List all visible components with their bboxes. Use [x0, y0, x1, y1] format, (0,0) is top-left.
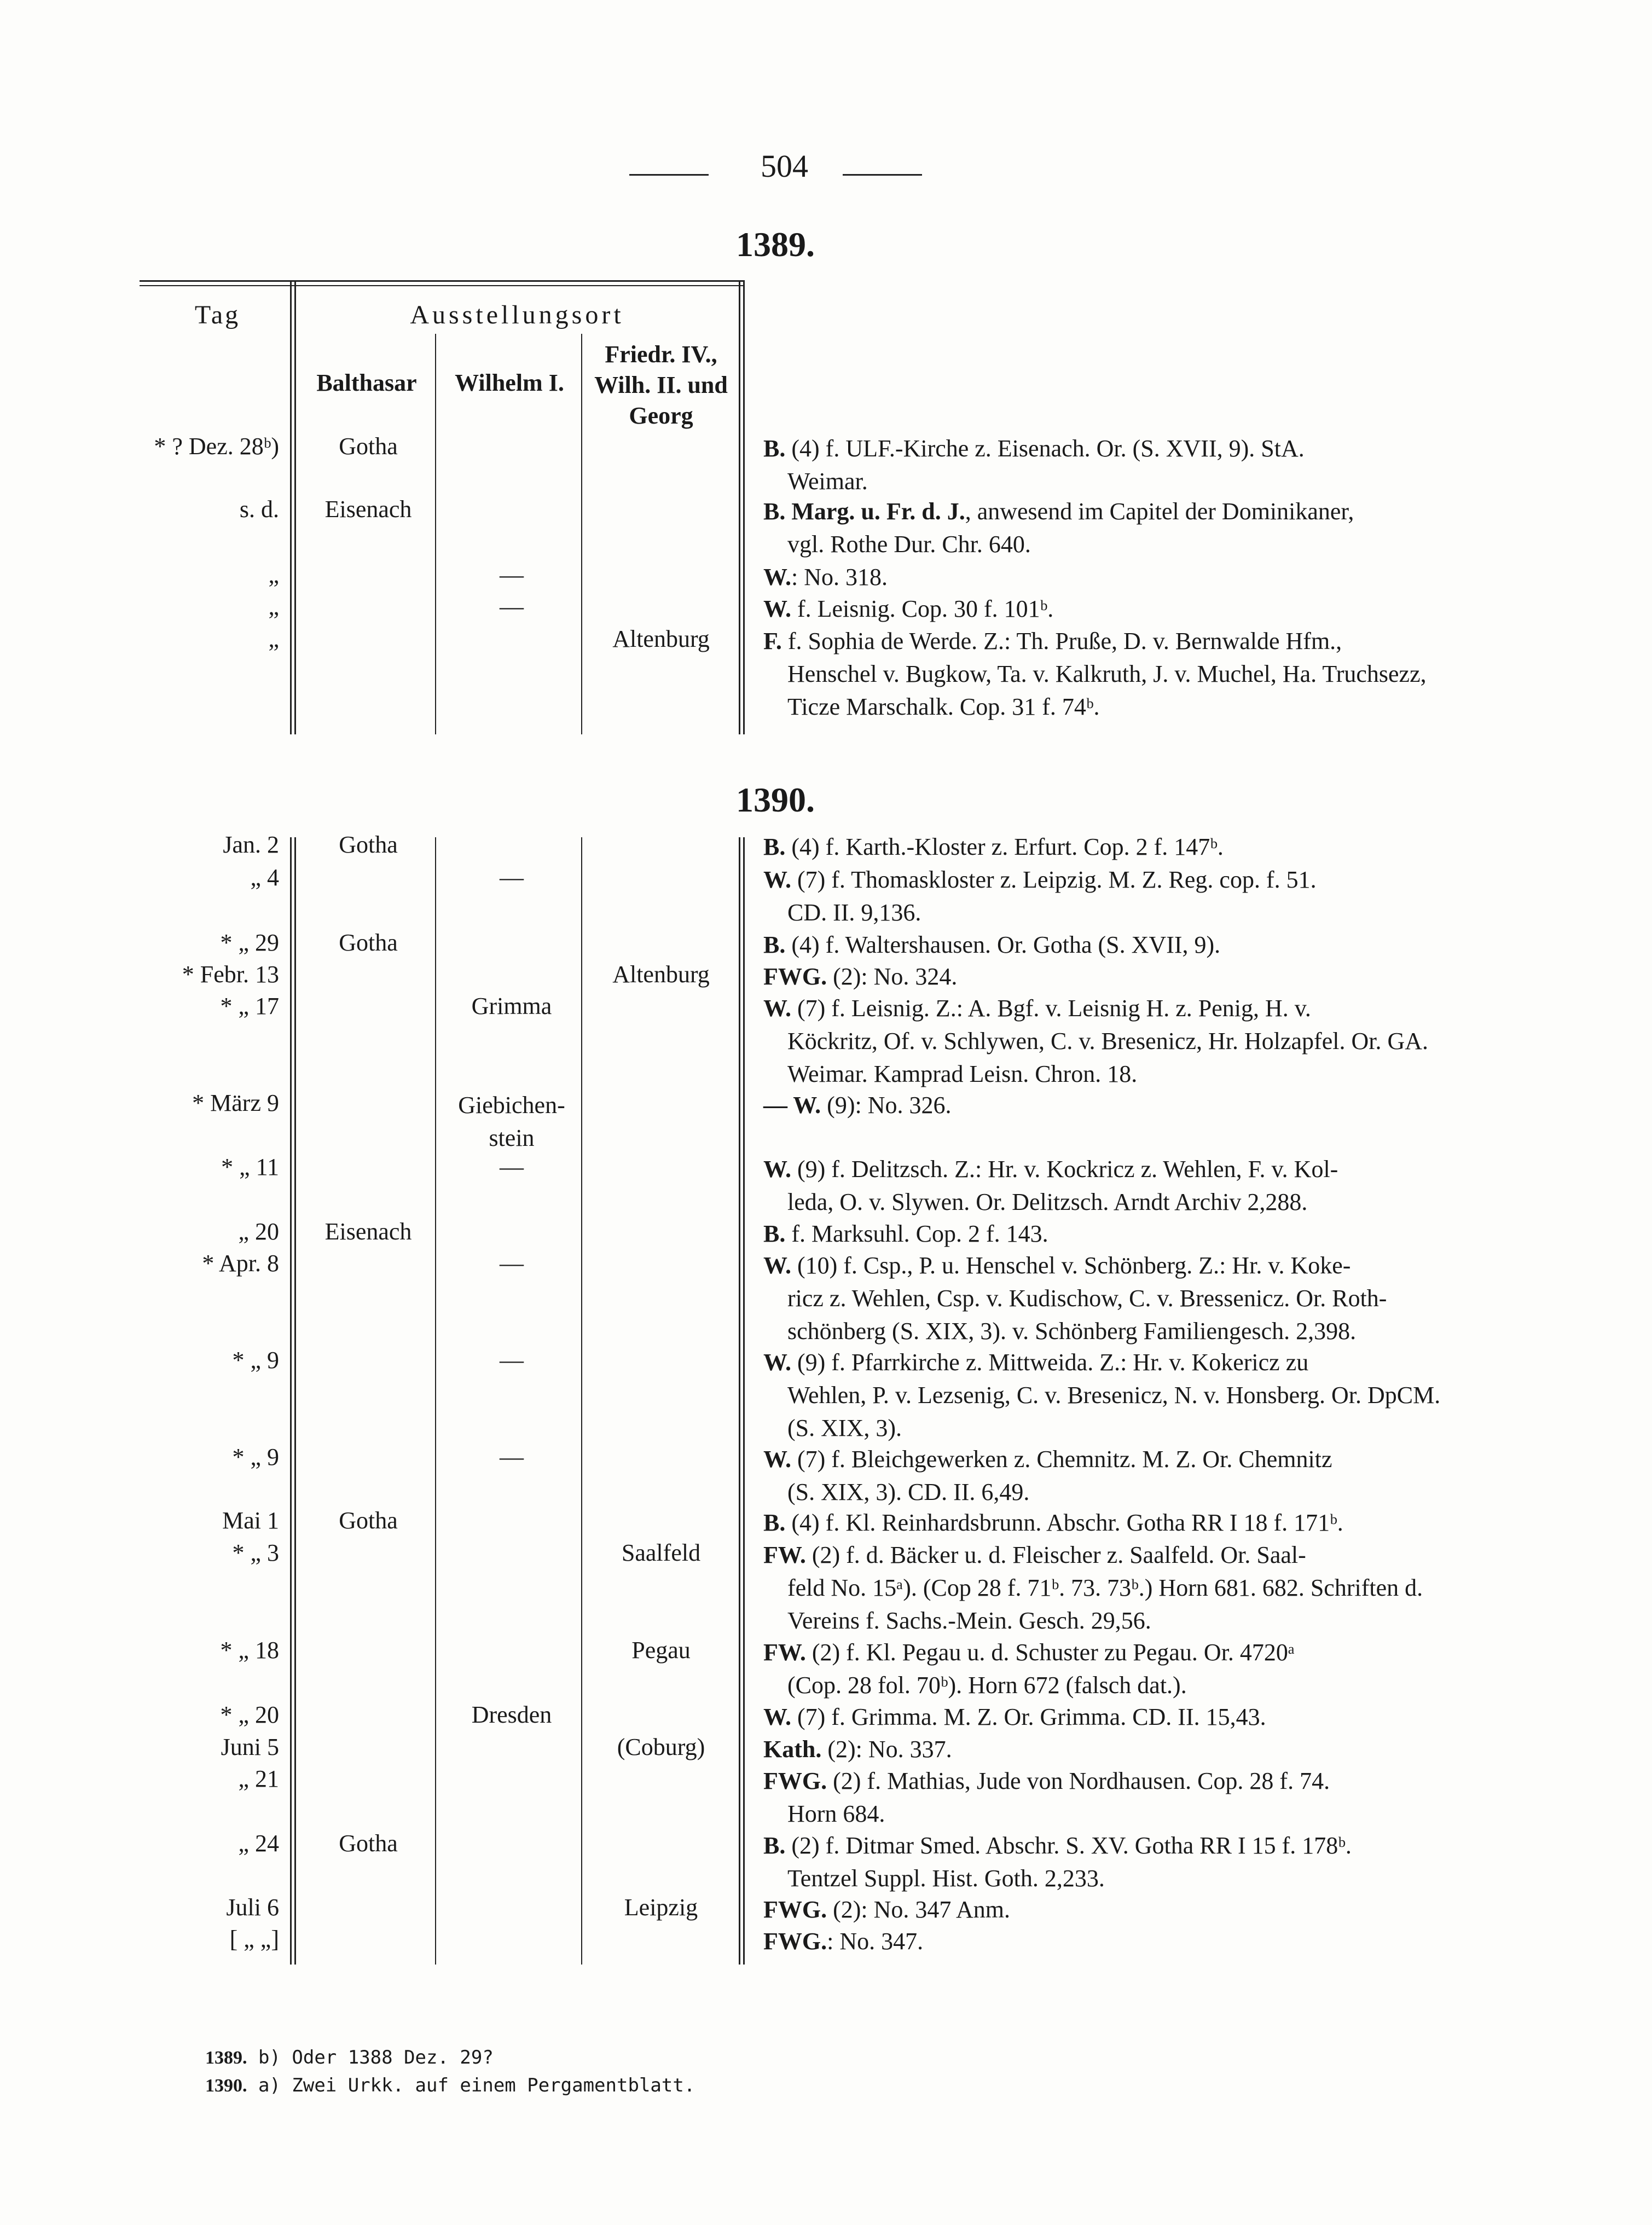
entry-text: (7) f. Leisnig. Z.: A. Bgf. v. Leisnig H. z. Penig, H. v.: [791, 995, 1311, 1022]
entry-continuation: ricz z. Wehlen, Csp. v. Kudischow, C. v. Bressenicz. Or. Roth-schönberg (S. XIX, 3). v. Schönberg Familiengesch. 2,398.: [787, 1285, 1387, 1345]
entry-text: (7) f. Grimma. M. Z. Or. Grimma. CD. II. 15,43.: [791, 1703, 1266, 1730]
entry-text: (4) f. Karth.-Kloster z. Erfurt. Cop. 2 f. 147ᵇ.: [785, 833, 1224, 860]
entry-continuation: leda, O. v. Slywen. Or. Delitzsch. Arndt Archiv 2,288.: [787, 1189, 1308, 1215]
row-entry: [763, 1249, 1458, 1348]
table-top-rule: [140, 280, 744, 282]
row-date: Jan. 2: [223, 831, 279, 858]
entry-continuation: vgl. Rothe Dur. Chr. 640.: [787, 531, 1031, 558]
row-place-friedr: Altenburg: [612, 625, 710, 652]
col-divider-tag-s2: [290, 837, 292, 1965]
row-place-balthasar: Gotha: [339, 433, 398, 460]
entry-continuation: Henschel v. Bugkow, Ta. v. Kalkruth, J. v. Muchel, Ha. Truchsezz, Ticze Marschalk. Cop. 31 f. 74ᵇ.: [787, 660, 1427, 720]
entry-text: (2): No. 337.: [821, 1736, 952, 1763]
row-place-wilhelm: Dresden: [471, 1701, 552, 1728]
entry-text: (10) f. Csp., P. u. Henschel v. Schönberg. Z.: Hr. v. Koke-: [791, 1252, 1351, 1279]
row-date: * März 9: [192, 1090, 279, 1116]
entry-text: (2) f. d. Bäcker u. d. Fleischer z. Saalfeld. Or. Saal-: [805, 1542, 1306, 1568]
row-date: „: [268, 593, 279, 620]
row-place-wilhelm: —: [500, 1347, 524, 1374]
footnote-1390: 1390. a) Zwei Urkk. auf einem Pergamentblatt.: [205, 2075, 695, 2096]
row-place-balthasar: Gotha: [339, 831, 398, 858]
header-dash-left: [629, 174, 709, 176]
row-date: „ 24: [238, 1830, 279, 1857]
entry-continuation: Köckritz, Of. v. Schlywen, C. v. Bresenicz, Hr. Holzapfel. Or. GA. Weimar. Kamprad Leisn. Chron. 18.: [787, 1028, 1429, 1087]
header-tag: Tag: [194, 300, 241, 329]
entry-text: (4) f. Kl. Reinhardsbrunn. Abschr. Gotha RR I 18 f. 171ᵇ.: [785, 1509, 1343, 1536]
header-friedr: Friedr. IV., Wilh. II. und Georg: [594, 341, 728, 429]
row-place-wilhelm: Grimma: [471, 993, 552, 1019]
entry-issuer: W.: [763, 866, 791, 893]
entry-issuer: W.: [763, 595, 791, 622]
entry-issuer: W.: [763, 995, 791, 1022]
entry-text: (9) f. Delitzsch. Z.: Hr. v. Kockricz z. Wehlen, F. v. Kol-: [791, 1156, 1338, 1183]
row-place-friedr: Leipzig: [624, 1894, 698, 1921]
col-divider-tag: [290, 280, 292, 734]
entry-continuation: (Cop. 28 fol. 70ᵇ). Horn 672 (falsch dat.).: [787, 1672, 1187, 1699]
col-divider-friedr: [739, 280, 740, 734]
footnote-1389: 1389. b) Oder 1388 Dez. 29?: [205, 2047, 494, 2068]
entry-issuer: W.: [763, 564, 791, 590]
row-entry: [763, 432, 1458, 498]
row-entry: [763, 929, 1458, 961]
row-entry: [763, 1636, 1458, 1702]
row-date: * „ 20: [220, 1701, 279, 1728]
row-entry: [763, 1925, 1458, 1958]
page-number: 504: [761, 148, 808, 184]
row-entry: [763, 1765, 1458, 1830]
row-date: Juli 6: [226, 1894, 279, 1921]
row-date: * „ 3: [232, 1539, 279, 1566]
row-place-wilhelm: [438, 1089, 586, 1155]
entry-issuer: — W.: [763, 1092, 821, 1119]
row-entry: [763, 1539, 1458, 1637]
row-place-wilhelm: —: [500, 561, 524, 588]
row-date: * „ 11: [221, 1154, 279, 1180]
row-entry: [763, 831, 1458, 864]
row-place-balthasar: Gotha: [339, 1830, 398, 1857]
entry-issuer: B.: [763, 1509, 786, 1536]
table-top-rule-2: [140, 285, 744, 286]
entry-issuer: B. Marg. u. Fr. d. J.: [763, 498, 965, 525]
row-date: * Apr. 8: [202, 1250, 279, 1277]
footnotes: [205, 2044, 695, 2100]
row-date: „ 20: [238, 1218, 279, 1245]
row-date: Mai 1: [222, 1507, 279, 1534]
page-header: [0, 148, 1652, 202]
row-place-wilhelm: —: [500, 593, 524, 620]
row-entry: [763, 561, 1458, 594]
row-date: Juni 5: [221, 1734, 279, 1760]
row-entry: [763, 1089, 1458, 1122]
entry-issuer: W.: [763, 1446, 791, 1473]
entry-continuation: (S. XIX, 3). CD. II. 6,49.: [787, 1479, 1030, 1505]
entry-issuer: FWG.: [763, 1768, 827, 1794]
row-entry: [763, 1346, 1458, 1445]
entry-text: (7) f. Thomaskloster z. Leipzig. M. Z. Reg. cop. f. 51.: [791, 866, 1317, 893]
row-entry: [763, 1893, 1458, 1926]
header-balthasar: Balthasar: [316, 369, 417, 396]
row-date: * „ 17: [220, 993, 279, 1019]
header-dash-right: [843, 174, 922, 176]
row-date: * „ 29: [220, 929, 279, 956]
entry-continuation: Horn 684.: [787, 1800, 885, 1827]
entry-text: (2) f. Ditmar Smed. Abschr. S. XV. Gotha RR I 15 f. 178ᵇ.: [785, 1832, 1352, 1859]
row-place-balthasar: Eisenach: [324, 496, 412, 523]
entry-issuer: FW.: [763, 1639, 806, 1666]
entry-issuer: B.: [763, 1832, 786, 1859]
row-entry: [763, 1153, 1458, 1219]
row-place-friedr: Pegau: [631, 1637, 691, 1664]
row-date: * „ 18: [220, 1637, 279, 1664]
row-place-balthasar: Eisenach: [324, 1218, 412, 1245]
row-date: * Febr. 13: [182, 961, 279, 988]
entry-continuation: CD. II. 9,136.: [787, 899, 921, 926]
col-divider-friedr-s2: [739, 837, 740, 1965]
row-place-friedr: Altenburg: [612, 961, 710, 988]
entry-issuer: B.: [763, 435, 786, 462]
entry-issuer: W.: [763, 1156, 791, 1183]
place-line: stein: [489, 1125, 535, 1151]
entry-issuer: W.: [763, 1703, 791, 1730]
row-date: [ „ „]: [229, 1926, 279, 1952]
header-wilhelm: Wilhelm I.: [455, 369, 564, 396]
entry-issuer: FW.: [763, 1542, 806, 1568]
entry-text: (9): No. 326.: [821, 1092, 952, 1119]
row-place-wilhelm: —: [500, 864, 524, 891]
entry-text: (7) f. Bleichgewerken z. Chemnitz. M. Z. Or. Chemnitz: [791, 1446, 1332, 1473]
entry-issuer: W.: [763, 1252, 791, 1279]
year-heading-1390: 1390.: [736, 780, 815, 819]
entry-issuer: B.: [763, 931, 786, 958]
col-divider-balthasar-s2: [435, 837, 436, 1965]
entry-text: (4) f. Waltershausen. Or. Gotha (S. XVII, 9).: [785, 931, 1221, 958]
place-line: Giebichen-: [458, 1092, 565, 1119]
row-entry: [763, 1829, 1458, 1895]
col-divider-friedr-s2-2: [743, 837, 745, 1965]
row-date: „ 21: [238, 1765, 279, 1792]
entry-text: (2): No. 324.: [827, 963, 958, 990]
entry-text: : No. 318.: [791, 564, 888, 590]
entry-issuer: B.: [763, 833, 786, 860]
row-entry: [763, 1701, 1458, 1734]
entry-issuer: FWG.: [763, 1928, 827, 1955]
row-entry: [763, 1443, 1458, 1509]
header-place: Ausstellungsort: [410, 300, 624, 329]
row-place-friedr: (Coburg): [617, 1734, 705, 1760]
row-entry: [763, 495, 1458, 561]
entry-text: (2): No. 347 Anm.: [827, 1896, 1010, 1923]
entry-issuer: FWG.: [763, 1896, 827, 1923]
col-divider-tag-s2-2: [294, 837, 296, 1965]
row-entry: [763, 1506, 1458, 1539]
row-date: * „ 9: [232, 1347, 279, 1374]
row-date: * „ 9: [232, 1444, 279, 1470]
entry-issuer: F.: [763, 628, 782, 654]
entry-text: (4) f. ULF.-Kirche z. Eisenach. Or. (S. XVII, 9). StA.: [785, 435, 1305, 462]
row-place-friedr: Saalfeld: [621, 1539, 701, 1566]
row-entry: [763, 625, 1458, 723]
row-entry: [763, 960, 1458, 993]
col-divider-friedr-2: [743, 280, 745, 734]
entry-continuation: Wehlen, P. v. Lezsenig, C. v. Bresenicz, N. v. Honsberg. Or. DpCM. (S. XIX, 3).: [787, 1382, 1441, 1441]
row-date: „: [268, 625, 279, 652]
row-entry: [763, 593, 1458, 625]
entry-text: f. Leisnig. Cop. 30 f. 101ᵇ.: [791, 595, 1054, 622]
entry-continuation: feld No. 15ᵃ). (Cop 28 f. 71ᵇ. 73. 73ᵇ.) Horn 681. 682. Schriften d. Vereins f. Sachs.-Mein. Gesch. 29,56.: [787, 1574, 1423, 1634]
entry-text: f. Marksuhl. Cop. 2 f. 143.: [785, 1220, 1048, 1247]
entry-issuer: W.: [763, 1349, 791, 1376]
entry-issuer: FWG.: [763, 963, 827, 990]
entry-text: f. Sophia de Werde. Z.: Th. Pruße, D. v. Bernwalde Hfm.,: [781, 628, 1342, 654]
entry-continuation: Weimar.: [787, 468, 868, 495]
entry-continuation: Tentzel Suppl. Hist. Goth. 2,233.: [787, 1865, 1105, 1892]
row-entry: [763, 992, 1458, 1091]
entry-issuer: Kath.: [763, 1736, 822, 1763]
row-place-balthasar: Gotha: [339, 1507, 398, 1534]
entry-text: (2) f. Mathias, Jude von Nordhausen. Cop. 28 f. 74.: [827, 1768, 1330, 1794]
row-place-wilhelm: —: [500, 1250, 524, 1277]
row-place-wilhelm: —: [500, 1444, 524, 1470]
row-date: s. d.: [239, 496, 279, 523]
col-divider-wilhelm: [581, 334, 582, 734]
year-heading-1389: 1389.: [736, 225, 815, 264]
row-place-wilhelm: —: [500, 1154, 524, 1180]
row-place-balthasar: Gotha: [339, 929, 398, 956]
entry-text: , anwesend im Capitel der Dominikaner,: [965, 498, 1354, 525]
row-date: „: [268, 561, 279, 588]
entry-text: : No. 347.: [827, 1928, 924, 1955]
row-entry: [763, 864, 1458, 929]
row-entry: [763, 1733, 1458, 1766]
col-divider-balthasar: [435, 334, 436, 734]
entry-text: (9) f. Pfarrkirche z. Mittweida. Z.: Hr. v. Kokericz zu: [791, 1349, 1309, 1376]
row-date: „ 4: [250, 864, 279, 891]
row-entry: [763, 1218, 1458, 1250]
entry-text: (2) f. Kl. Pegau u. d. Schuster zu Pegau. Or. 4720ᵃ: [805, 1639, 1295, 1666]
row-date: * ? Dez. 28ᵇ): [154, 433, 279, 460]
entry-issuer: B.: [763, 1220, 786, 1247]
